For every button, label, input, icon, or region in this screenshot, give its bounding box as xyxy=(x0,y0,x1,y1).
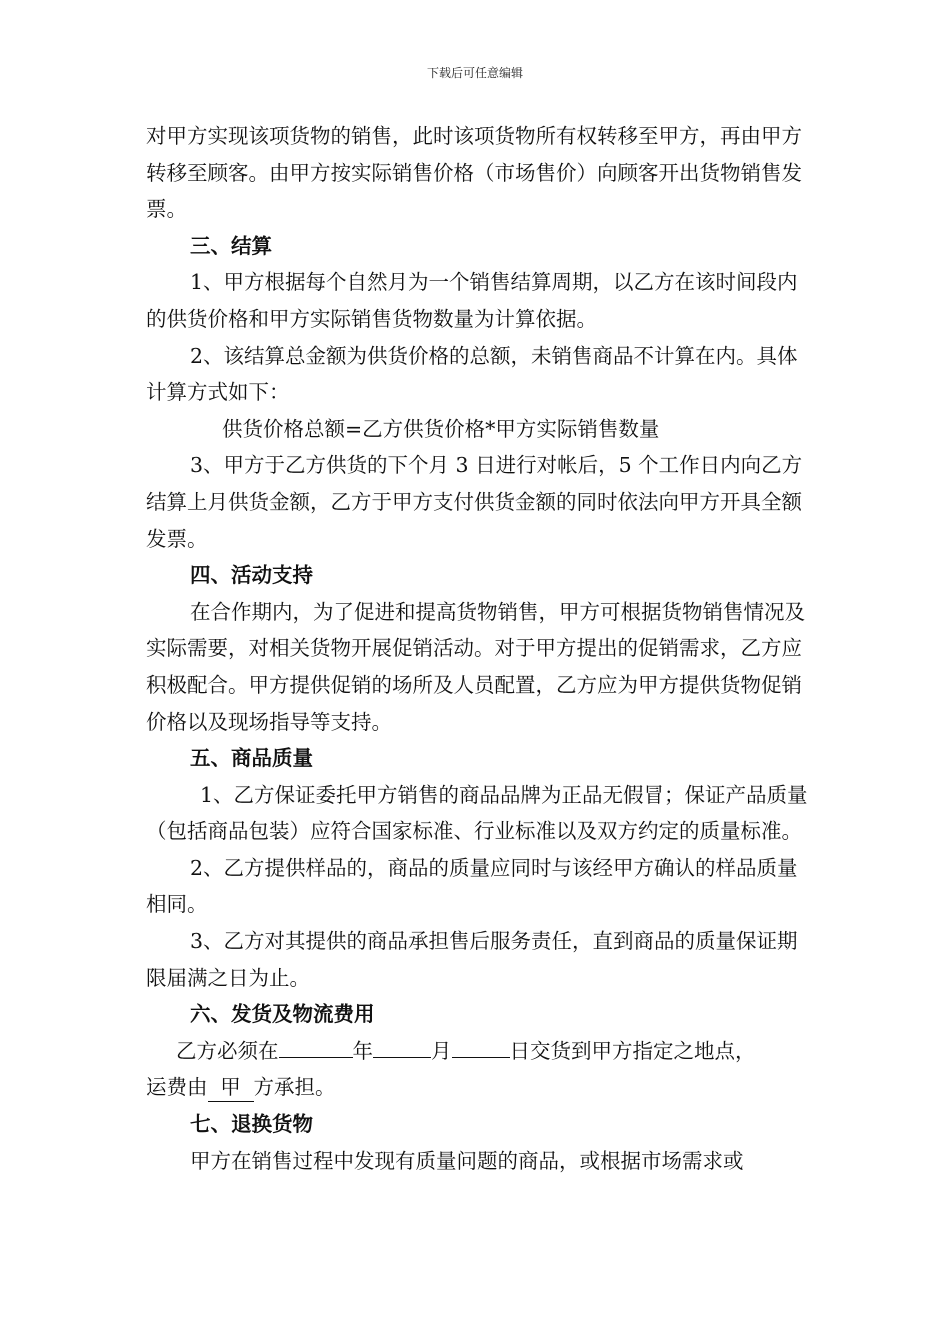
section-3-paragraph-1: 1、甲方根据每个自然月为一个销售结算周期，以乙方在该时间段内的供货价格和甲方实际销售货物数量为计算依据。 xyxy=(146,270,798,331)
section-4-heading: 四、活动支持 xyxy=(190,563,313,588)
year-label: 年 xyxy=(352,1038,373,1063)
freight-text-b: 方承担。 xyxy=(253,1075,336,1100)
section-5-paragraph-2: 2、乙方提供样品的，商品的质量应同时与该经甲方确认的样品质量相同。 xyxy=(146,855,798,917)
page-header: 下载后可任意编辑 xyxy=(426,66,523,80)
section-6-delivery-line xyxy=(146,1033,811,1070)
intro-paragraph: 对甲方实现该项货物的销售，此时该项货物所有权转移至甲方，再由甲方转移至顾客。由甲方按实际销售价格（市场售价）向顾客开出货物销售发票。 xyxy=(146,124,802,222)
document-body xyxy=(146,118,811,1179)
day-label: 日交货到甲方指定之地点， xyxy=(509,1038,756,1063)
freight-text-a: 运费由 xyxy=(146,1075,208,1100)
section-3-heading: 三、结算 xyxy=(190,233,272,258)
month-label: 月 xyxy=(431,1038,452,1063)
section-5-paragraph-1: 1、乙方保证委托甲方销售的商品品牌为正品无假冒；保证产品质量（包括商品包装）应符合国家标准、行业标准以及双方约定的质量标准。 xyxy=(146,782,808,844)
month-blank xyxy=(373,1057,431,1058)
section-4-paragraph-1: 在合作期内，为了促进和提高货物销售，甲方可根据货物销售情况及实际需要，对相关货物开展促销活动。对于甲方提出的促销需求，乙方应积极配合。甲方提供促销的场所及人员配置，乙方应为甲方提供货物促销价格以及现场指导等支持。 xyxy=(146,599,805,734)
year-blank xyxy=(279,1057,353,1058)
section-3-paragraph-3: 3、甲方于乙方供货的下个月 3 日进行对帐后，5 个工作日内向乙方结算上月供货金额，乙方于甲方支付供货金额的同时依法向甲方开具全额发票。 xyxy=(146,453,803,551)
section-6-freight-line xyxy=(146,1069,811,1106)
section-5-heading: 五、商品质量 xyxy=(190,746,313,771)
section-7-heading: 七、退换货物 xyxy=(190,1112,313,1137)
section-7-paragraph-1: 甲方在销售过程中发现有质量问题的商品，或根据市场需求或 xyxy=(190,1148,744,1173)
section-5-paragraph-3: 3、乙方对其提供的商品承担售后服务责任，直到商品的质量保证期限届满之日为止。 xyxy=(146,929,798,990)
section-3-paragraph-2: 2、该结算总金额为供货价格的总额，未销售商品不计算在内。具体计算方式如下： xyxy=(146,343,798,405)
delivery-text-a: 乙方必须在 xyxy=(176,1038,279,1063)
section-3-formula: 供货价格总额=乙方供货价格*甲方实际销售数量 xyxy=(222,416,660,441)
section-6-heading: 六、发货及物流费用 xyxy=(190,1002,375,1027)
day-blank xyxy=(452,1057,510,1058)
freight-party-blank: 甲 xyxy=(208,1073,254,1102)
